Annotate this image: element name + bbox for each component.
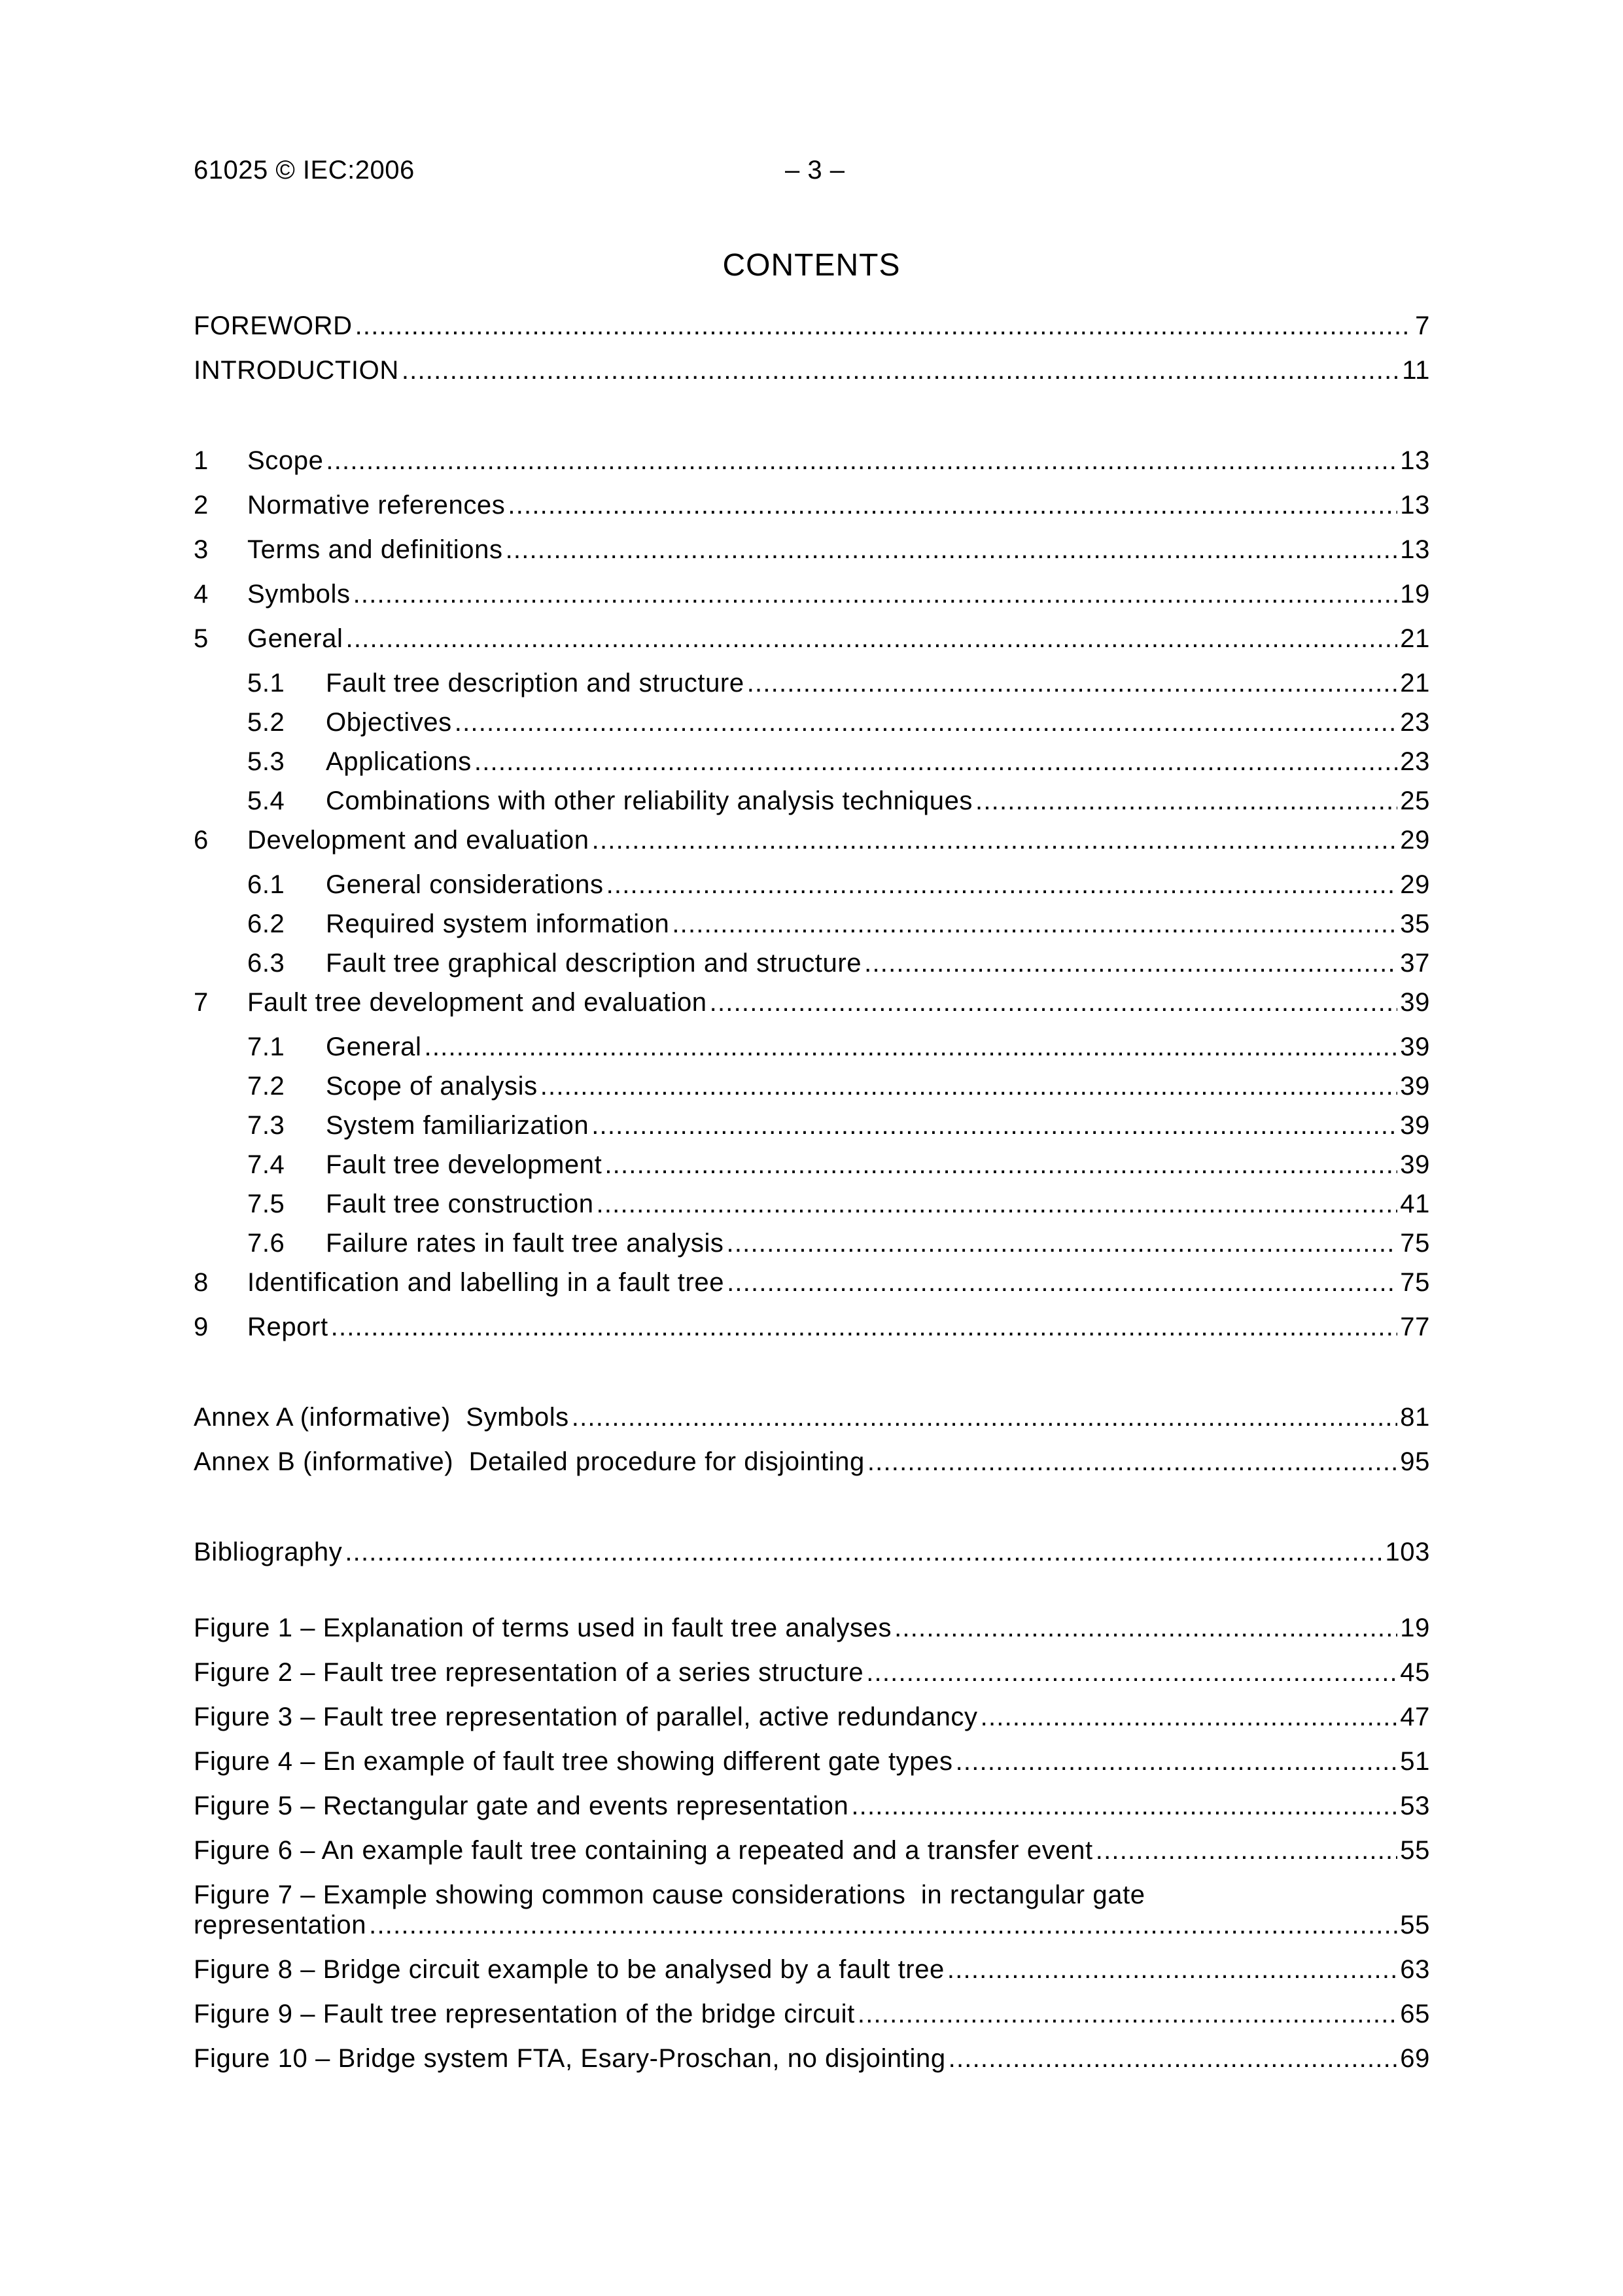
toc-entry-label: Figure 8 – Bridge circuit example to be analysed by a fault tree bbox=[194, 1955, 945, 1984]
toc-figure-7[interactable] bbox=[194, 1907, 1430, 1943]
toc-entry-label: Figure 2 – Fault tree representation of a series structure bbox=[194, 1658, 864, 1687]
toc-entry-page: 37 bbox=[1400, 949, 1430, 978]
leader-dots bbox=[956, 1743, 1398, 1780]
toc-entry-number: 5.1 bbox=[247, 669, 285, 698]
leader-dots bbox=[866, 1654, 1397, 1691]
leader-dots bbox=[326, 442, 1397, 479]
toc-entry-label: Figure 9 – Fault tree representation of the bridge circuit bbox=[194, 2000, 855, 2028]
toc-figure-7-first-line[interactable]: Figure 7 – Example showing common cause considerations in rectangular gate bbox=[194, 1881, 1145, 1909]
toc-figure-6[interactable] bbox=[194, 1832, 1430, 1869]
leader-dots bbox=[727, 1225, 1398, 1262]
leader-dots bbox=[402, 352, 1399, 389]
toc-entry-page: 63 bbox=[1400, 1955, 1430, 1984]
toc-section-5-2[interactable] bbox=[247, 704, 1430, 741]
toc-section-6[interactable] bbox=[194, 822, 1430, 858]
leader-dots bbox=[975, 783, 1397, 819]
leader-dots bbox=[540, 1068, 1398, 1104]
toc-entry-label: Fault tree description and structure bbox=[326, 669, 744, 698]
header-standard-id: 61025 © IEC:2006 bbox=[194, 156, 415, 185]
toc-entry-label: Report bbox=[247, 1313, 328, 1341]
toc-section-7-2[interactable] bbox=[247, 1068, 1430, 1104]
leader-dots bbox=[572, 1399, 1398, 1436]
toc-entry-page: 35 bbox=[1400, 910, 1430, 938]
toc-entry-number: 6.3 bbox=[247, 949, 285, 978]
toc-entry-number: 6.1 bbox=[247, 870, 285, 899]
leader-dots bbox=[949, 2040, 1398, 2077]
toc-entry-page: 55 bbox=[1400, 1911, 1430, 1939]
toc-entry-introduction[interactable] bbox=[194, 352, 1430, 389]
toc-section-7-6[interactable] bbox=[247, 1225, 1430, 1262]
toc-section-5-1[interactable] bbox=[247, 665, 1430, 701]
toc-bibliography[interactable] bbox=[194, 1534, 1430, 1570]
toc-section-3[interactable] bbox=[194, 531, 1430, 568]
leader-dots bbox=[606, 866, 1398, 903]
toc-entry-page: 13 bbox=[1400, 535, 1430, 564]
toc-entry-label: Fault tree graphical description and structure bbox=[326, 949, 862, 978]
toc-entry-label: Symbols bbox=[247, 580, 351, 609]
leader-dots bbox=[597, 1186, 1398, 1222]
toc-entry-page: 23 bbox=[1400, 747, 1430, 776]
toc-entry-number: 7.2 bbox=[247, 1072, 285, 1101]
toc-section-5-3[interactable] bbox=[247, 743, 1430, 780]
toc-entry-number: 8 bbox=[194, 1268, 209, 1297]
toc-entry-label: General bbox=[326, 1033, 422, 1061]
toc-entry-label: representation bbox=[194, 1911, 367, 1939]
toc-entry-number: 7.3 bbox=[247, 1111, 285, 1140]
toc-entry-page: 39 bbox=[1400, 1150, 1430, 1179]
toc-figure-8[interactable] bbox=[194, 1951, 1430, 1988]
toc-entry-label: General considerations bbox=[326, 870, 604, 899]
toc-entry-label: Fault tree development bbox=[326, 1150, 602, 1179]
leader-dots bbox=[345, 1534, 1382, 1570]
leader-dots bbox=[981, 1699, 1398, 1735]
leader-dots bbox=[727, 1264, 1397, 1301]
toc-section-7-4[interactable] bbox=[247, 1146, 1430, 1183]
toc-entry-label: Bibliography bbox=[194, 1538, 343, 1566]
toc-entry-page: 53 bbox=[1400, 1792, 1430, 1820]
toc-entry-page: 39 bbox=[1400, 1072, 1430, 1101]
toc-entry-label: INTRODUCTION bbox=[194, 356, 399, 385]
toc-entry-page: 13 bbox=[1400, 491, 1430, 520]
leader-dots bbox=[506, 531, 1398, 568]
toc-entry-label: Identification and labelling in a fault tree bbox=[247, 1268, 725, 1297]
leader-dots bbox=[455, 704, 1398, 741]
toc-entry-page: 19 bbox=[1400, 1614, 1430, 1642]
toc-entry-page: 13 bbox=[1400, 446, 1430, 475]
toc-entry-page: 75 bbox=[1400, 1229, 1430, 1258]
toc-figure-1[interactable] bbox=[194, 1610, 1430, 1646]
toc-entry-number: 7.6 bbox=[247, 1229, 285, 1258]
leader-dots bbox=[894, 1610, 1397, 1646]
toc-entry-page: 55 bbox=[1400, 1836, 1430, 1865]
toc-section-7-3[interactable] bbox=[247, 1107, 1430, 1144]
toc-section-2[interactable] bbox=[194, 487, 1430, 523]
toc-entry-number: 5.4 bbox=[247, 786, 285, 815]
leader-dots bbox=[851, 1788, 1397, 1824]
toc-entry-page: 75 bbox=[1400, 1268, 1430, 1297]
toc-figure-2[interactable] bbox=[194, 1654, 1430, 1691]
toc-entry-number: 5.3 bbox=[247, 747, 285, 776]
toc-entry-number: 4 bbox=[194, 580, 209, 609]
toc-entry-label: Fault tree development and evaluation bbox=[247, 988, 707, 1017]
toc-entry-number: 5 bbox=[194, 624, 209, 653]
leader-dots bbox=[864, 945, 1397, 981]
toc-entry-label: Figure 10 – Bridge system FTA, Esary-Proschan, no disjointing bbox=[194, 2044, 946, 2073]
toc-entry-page: 51 bbox=[1400, 1747, 1430, 1776]
toc-entry-number: 7 bbox=[194, 988, 209, 1017]
page-title: CONTENTS bbox=[722, 248, 901, 283]
toc-entry-label: Development and evaluation bbox=[247, 826, 589, 855]
toc-section-7-1[interactable] bbox=[247, 1029, 1430, 1065]
leader-dots bbox=[1096, 1832, 1398, 1869]
leader-dots bbox=[353, 576, 1398, 612]
toc-section-6-3[interactable] bbox=[247, 945, 1430, 981]
leader-dots bbox=[331, 1309, 1398, 1345]
leader-dots bbox=[369, 1907, 1397, 1943]
header-page-number: – 3 – bbox=[785, 156, 845, 185]
toc-entry-label: Objectives bbox=[326, 708, 452, 737]
toc-entry-number: 9 bbox=[194, 1313, 209, 1341]
toc-annex-b[interactable] bbox=[194, 1443, 1430, 1480]
toc-entry-page: 103 bbox=[1385, 1538, 1430, 1566]
toc-entry-label: Annex B (informative) Detailed procedure for disjointing bbox=[194, 1447, 865, 1476]
leader-dots bbox=[508, 487, 1397, 523]
toc-entry-label: Scope bbox=[247, 446, 324, 475]
leader-dots bbox=[346, 620, 1398, 657]
toc-entry-page: 39 bbox=[1400, 988, 1430, 1017]
toc-section-5[interactable] bbox=[194, 620, 1430, 657]
toc-section-6-2[interactable] bbox=[247, 906, 1430, 942]
toc-entry-label: Terms and definitions bbox=[247, 535, 503, 564]
toc-entry-page: 81 bbox=[1400, 1403, 1430, 1432]
toc-entry-page: 21 bbox=[1400, 669, 1430, 698]
toc-entry-page: 11 bbox=[1402, 356, 1430, 385]
toc-entry-page: 65 bbox=[1400, 2000, 1430, 2028]
toc-annex-a[interactable] bbox=[194, 1399, 1430, 1436]
toc-entry-label: System familiarization bbox=[326, 1111, 589, 1140]
toc-figure-4[interactable] bbox=[194, 1743, 1430, 1780]
toc-entry-page: 39 bbox=[1400, 1033, 1430, 1061]
toc-entry-label: Figure 1 – Explanation of terms used in fault tree analyses bbox=[194, 1614, 892, 1642]
toc-entry-page: 77 bbox=[1400, 1313, 1430, 1341]
toc-entry-label: Figure 4 – En example of fault tree showing different gate types bbox=[194, 1747, 953, 1776]
toc-figure-5[interactable] bbox=[194, 1788, 1430, 1824]
toc-entry-page: 39 bbox=[1400, 1111, 1430, 1140]
leader-dots bbox=[591, 1107, 1397, 1144]
toc-entry-page: 23 bbox=[1400, 708, 1430, 737]
toc-entry-number: 1 bbox=[194, 446, 209, 475]
toc-entry-label: Required system information bbox=[326, 910, 670, 938]
toc-entry-label: Figure 6 – An example fault tree containing a repeated and a transfer event bbox=[194, 1836, 1093, 1865]
toc-entry-label: Figure 3 – Fault tree representation of parallel, active redundancy bbox=[194, 1703, 978, 1731]
leader-dots bbox=[947, 1951, 1397, 1988]
toc-entry-page: 25 bbox=[1400, 786, 1430, 815]
toc-entry-number: 2 bbox=[194, 491, 209, 520]
leader-dots bbox=[474, 743, 1397, 780]
toc-section-9[interactable] bbox=[194, 1309, 1430, 1345]
toc-entry-label: Applications bbox=[326, 747, 472, 776]
leader-dots bbox=[710, 984, 1398, 1021]
leader-dots bbox=[747, 665, 1398, 701]
toc-entry-page: 7 bbox=[1415, 311, 1430, 340]
toc-section-7-5[interactable] bbox=[247, 1186, 1430, 1222]
toc-entry-number: 6.2 bbox=[247, 910, 285, 938]
leader-dots bbox=[592, 822, 1398, 858]
leader-dots bbox=[672, 906, 1397, 942]
toc-entry-label: Figure 5 – Rectangular gate and events representation bbox=[194, 1792, 849, 1820]
toc-entry-number: 5.2 bbox=[247, 708, 285, 737]
toc-entry-label: FOREWORD bbox=[194, 311, 353, 340]
toc-entry-label: General bbox=[247, 624, 343, 653]
toc-entry-page: 41 bbox=[1400, 1190, 1430, 1218]
toc-entry-page: 29 bbox=[1400, 870, 1430, 899]
toc-entry-page: 21 bbox=[1400, 624, 1430, 653]
toc-entry-label: Failure rates in fault tree analysis bbox=[326, 1229, 724, 1258]
toc-entry-number: 7.1 bbox=[247, 1033, 285, 1061]
toc-entry-number: 3 bbox=[194, 535, 209, 564]
toc-section-1[interactable] bbox=[194, 442, 1430, 479]
toc-entry-label: Combinations with other reliability analysis techniques bbox=[326, 786, 973, 815]
leader-dots bbox=[604, 1146, 1397, 1183]
toc-entry-number: 7.4 bbox=[247, 1150, 285, 1179]
toc-figure-10[interactable] bbox=[194, 2040, 1430, 2077]
toc-entry-page: 29 bbox=[1400, 826, 1430, 855]
toc-entry-page: 69 bbox=[1400, 2044, 1430, 2073]
toc-entry-label: Normative references bbox=[247, 491, 506, 520]
toc-entry-foreword[interactable] bbox=[194, 308, 1430, 344]
toc-section-5-4[interactable] bbox=[247, 783, 1430, 819]
leader-dots bbox=[425, 1029, 1398, 1065]
leader-dots bbox=[858, 1996, 1397, 2032]
toc-figure-9[interactable] bbox=[194, 1996, 1430, 2032]
toc-entry-page: 45 bbox=[1400, 1658, 1430, 1687]
toc-entry-page: 95 bbox=[1400, 1447, 1430, 1476]
leader-dots bbox=[867, 1443, 1397, 1480]
toc-section-7[interactable] bbox=[194, 984, 1430, 1021]
toc-entry-label: Fault tree construction bbox=[326, 1190, 594, 1218]
leader-dots bbox=[355, 308, 1413, 344]
toc-entry-label: Scope of analysis bbox=[326, 1072, 538, 1101]
toc-entry-number: 7.5 bbox=[247, 1190, 285, 1218]
toc-entry-number: 6 bbox=[194, 826, 209, 855]
toc-section-4[interactable] bbox=[194, 576, 1430, 612]
toc-section-8[interactable] bbox=[194, 1264, 1430, 1301]
toc-entry-page: 19 bbox=[1400, 580, 1430, 609]
toc-figure-3[interactable] bbox=[194, 1699, 1430, 1735]
toc-section-6-1[interactable] bbox=[247, 866, 1430, 903]
table-of-contents bbox=[194, 0, 1430, 2296]
toc-entry-label: Annex A (informative) Symbols bbox=[194, 1403, 569, 1432]
toc-entry-page: 47 bbox=[1400, 1703, 1430, 1731]
